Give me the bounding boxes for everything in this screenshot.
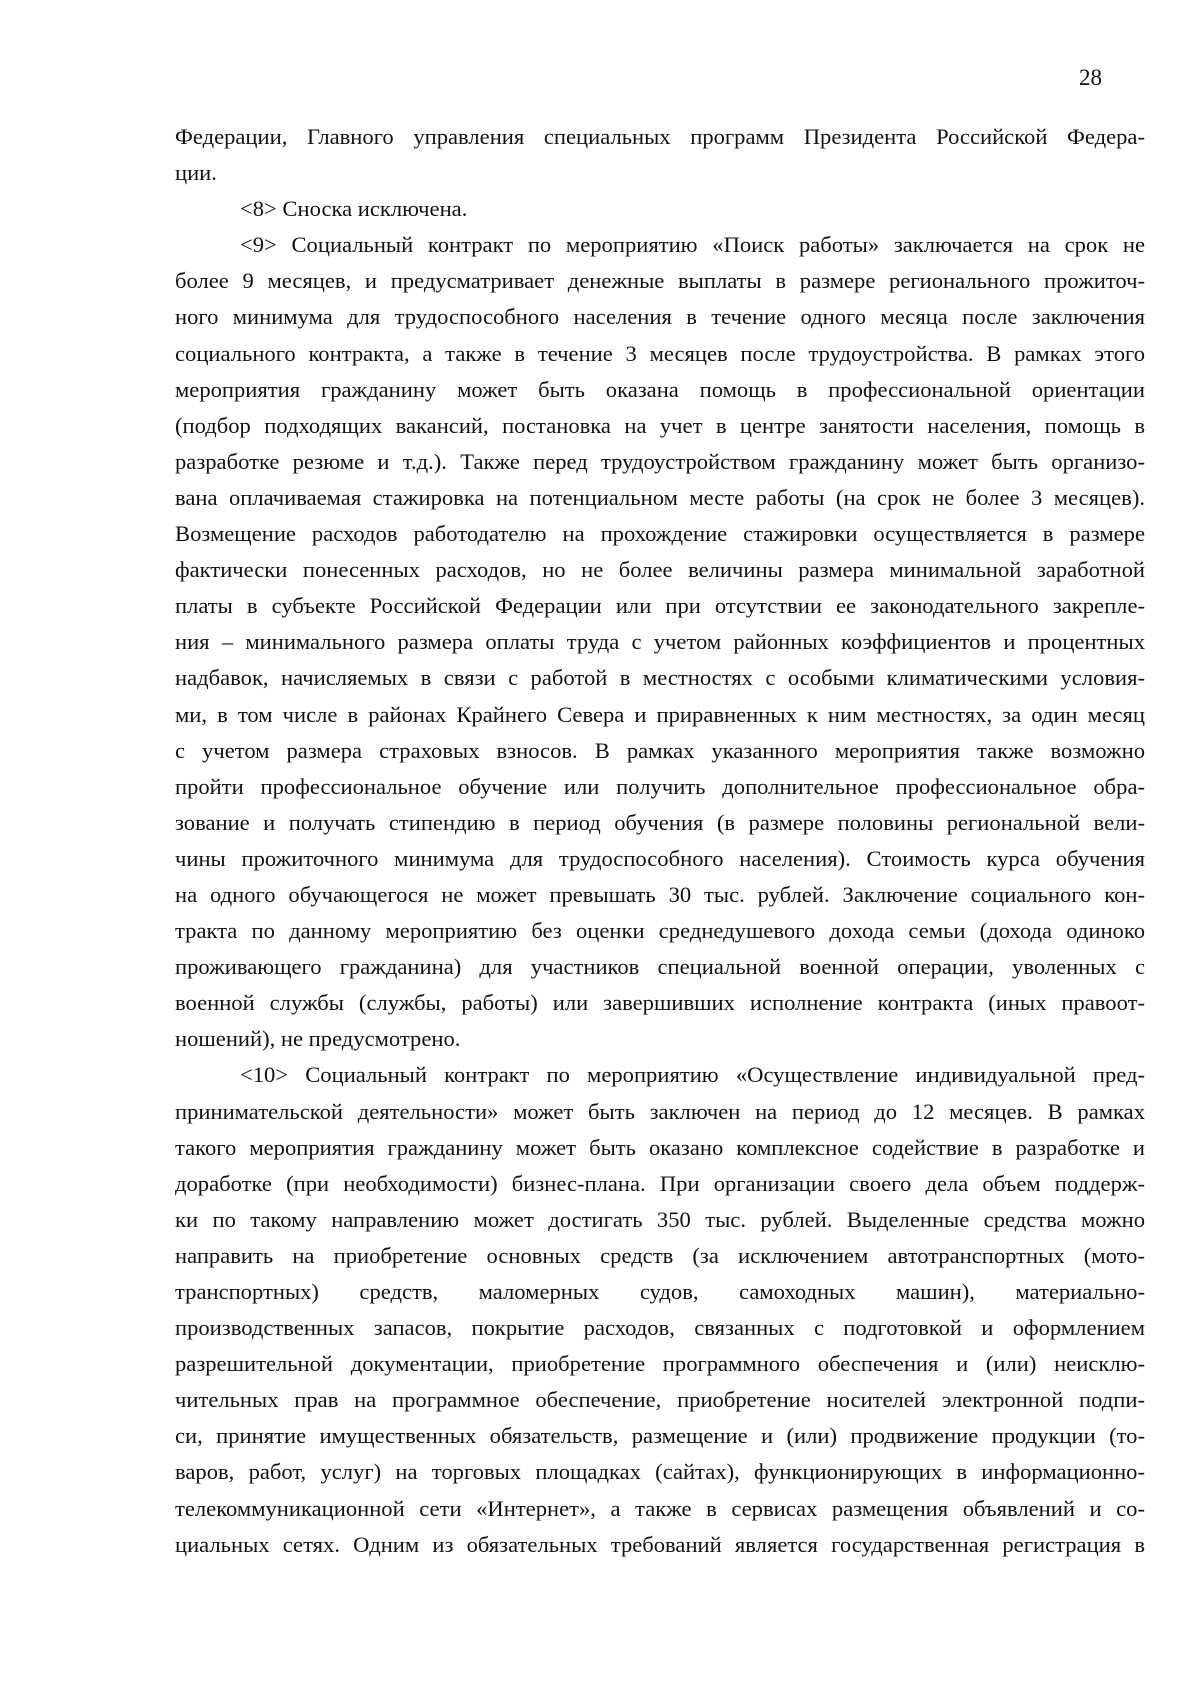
text-line: Возмещение расходов работодателю на прохождение стажировки осуществляется в размере	[175, 521, 1145, 547]
text-line: <10> Социальный контракт по мероприятию «Осуществление индивидуальной пред-	[240, 1062, 1145, 1088]
text-line: чительных прав на программное обеспечение, приобретение носителей электронной подпи-	[175, 1387, 1145, 1413]
text-line: доработке (при необходимости) бизнес-плана. При организации своего дела объем поддерж-	[175, 1170, 1145, 1196]
text-line: транспортных) средств, маломерных судов, самоходных машин), материально-	[175, 1279, 1145, 1304]
text-line: разрешительной документации, приобретение программного обеспечения и (или) неисклю-	[175, 1351, 1145, 1377]
text-line: вана оплачиваемая стажировка на потенциальном месте работы (на срок не более 3 месяцев).	[175, 484, 1145, 510]
text-line: на одного обучающегося не может превышать 30 тыс. рублей. Заключение социального кон-	[175, 881, 1145, 907]
text-line: военной службы (службы, работы) или завершивших исполнение контракта (иных правоот-	[175, 990, 1145, 1016]
text-line: <8> Сноска исключена.	[240, 196, 468, 222]
text-line: фактически понесенных расходов, но не более величины размера минимальной заработной	[175, 557, 1145, 583]
text-line: Федерации, Главного управления специальных программ Президента Российской Федера-	[175, 124, 1145, 149]
text-line: надбавок, начисляемых в связи с работой в местностях с особыми климатическими условия-	[175, 665, 1145, 691]
text-line: варов, работ, услуг) на торговых площадках (сайтах), функционирующих в информационно-	[175, 1459, 1145, 1485]
text-line: чины прожиточного минимума для трудоспособного населения). Стоимость курса обучения	[175, 845, 1145, 871]
text-line: тракта по данному мероприятию без оценки среднедушевого дохода семьи (дохода одиноко	[175, 918, 1145, 944]
text-line: разработке резюме и т.д.). Также перед трудоустройством гражданину может быть организо-	[175, 448, 1145, 474]
text-line: (подбор подходящих вакансий, постановка на учет в центре занятости населения, помощь в	[175, 412, 1145, 438]
text-line: мероприятия гражданину может быть оказана помощь в профессиональной ориентации	[175, 376, 1145, 402]
text-line: производственных запасов, покрытие расходов, связанных с подготовкой и оформлением	[175, 1315, 1145, 1341]
text-line: с учетом размера страховых взносов. В рамках указанного мероприятия также возможно	[175, 737, 1145, 763]
text-line: ния – минимального размера оплаты труда с учетом районных коэффициентов и процентных	[175, 629, 1145, 655]
text-line: ции.	[175, 160, 217, 186]
body-text	[175, 119, 1145, 1563]
text-line: такого мероприятия гражданину может быть оказано комплексное содействие в разработке и	[175, 1134, 1145, 1160]
text-line: ношений), не предусмотрено.	[175, 1026, 461, 1052]
text-line: телекоммуникационной сети «Интернет», а также в сервисах размещения объявлений и со-	[175, 1495, 1145, 1521]
text-line: более 9 месяцев, и предусматривает денежные выплаты в размере регионального прожиточ-	[175, 268, 1145, 294]
text-line: платы в субъекте Российской Федерации или при отсутствии ее законодательного закрепле-	[175, 593, 1145, 619]
text-line: циальных сетях. Одним из обязательных требований является государственная регистрация в	[175, 1531, 1145, 1557]
text-line: ми, в том числе в районах Крайнего Севера и приравненных к ним местностях, за один месяц	[175, 701, 1145, 727]
page-number: 28	[1079, 65, 1102, 90]
text-line: принимательской деятельности» может быть заключен на период до 12 месяцев. В рамках	[175, 1098, 1145, 1124]
text-line: ки по такому направлению может достигать 350 тыс. рублей. Выделенные средства можно	[175, 1206, 1145, 1232]
text-line: социального контракта, а также в течение 3 месяцев после трудоустройства. В рамках этого	[175, 340, 1145, 366]
text-line: направить на приобретение основных средств (за исключением автотранспортных (мото-	[175, 1242, 1145, 1268]
text-line: си, принятие имущественных обязательств, размещение и (или) продвижение продукции (то-	[175, 1423, 1145, 1449]
text-line: зование и получать стипендию в период обучения (в размере половины региональной вели-	[175, 809, 1145, 835]
text-line: ного минимума для трудоспособного населения в течение одного месяца после заключения	[175, 304, 1145, 330]
text-line: проживающего гражданина) для участников специальной военной операции, уволенных с	[175, 954, 1145, 980]
text-line: пройти профессиональное обучение или получить дополнительное профессиональное обра-	[175, 773, 1145, 799]
text-line: <9> Социальный контракт по мероприятию «Поиск работы» заключается на срок не	[240, 232, 1145, 258]
